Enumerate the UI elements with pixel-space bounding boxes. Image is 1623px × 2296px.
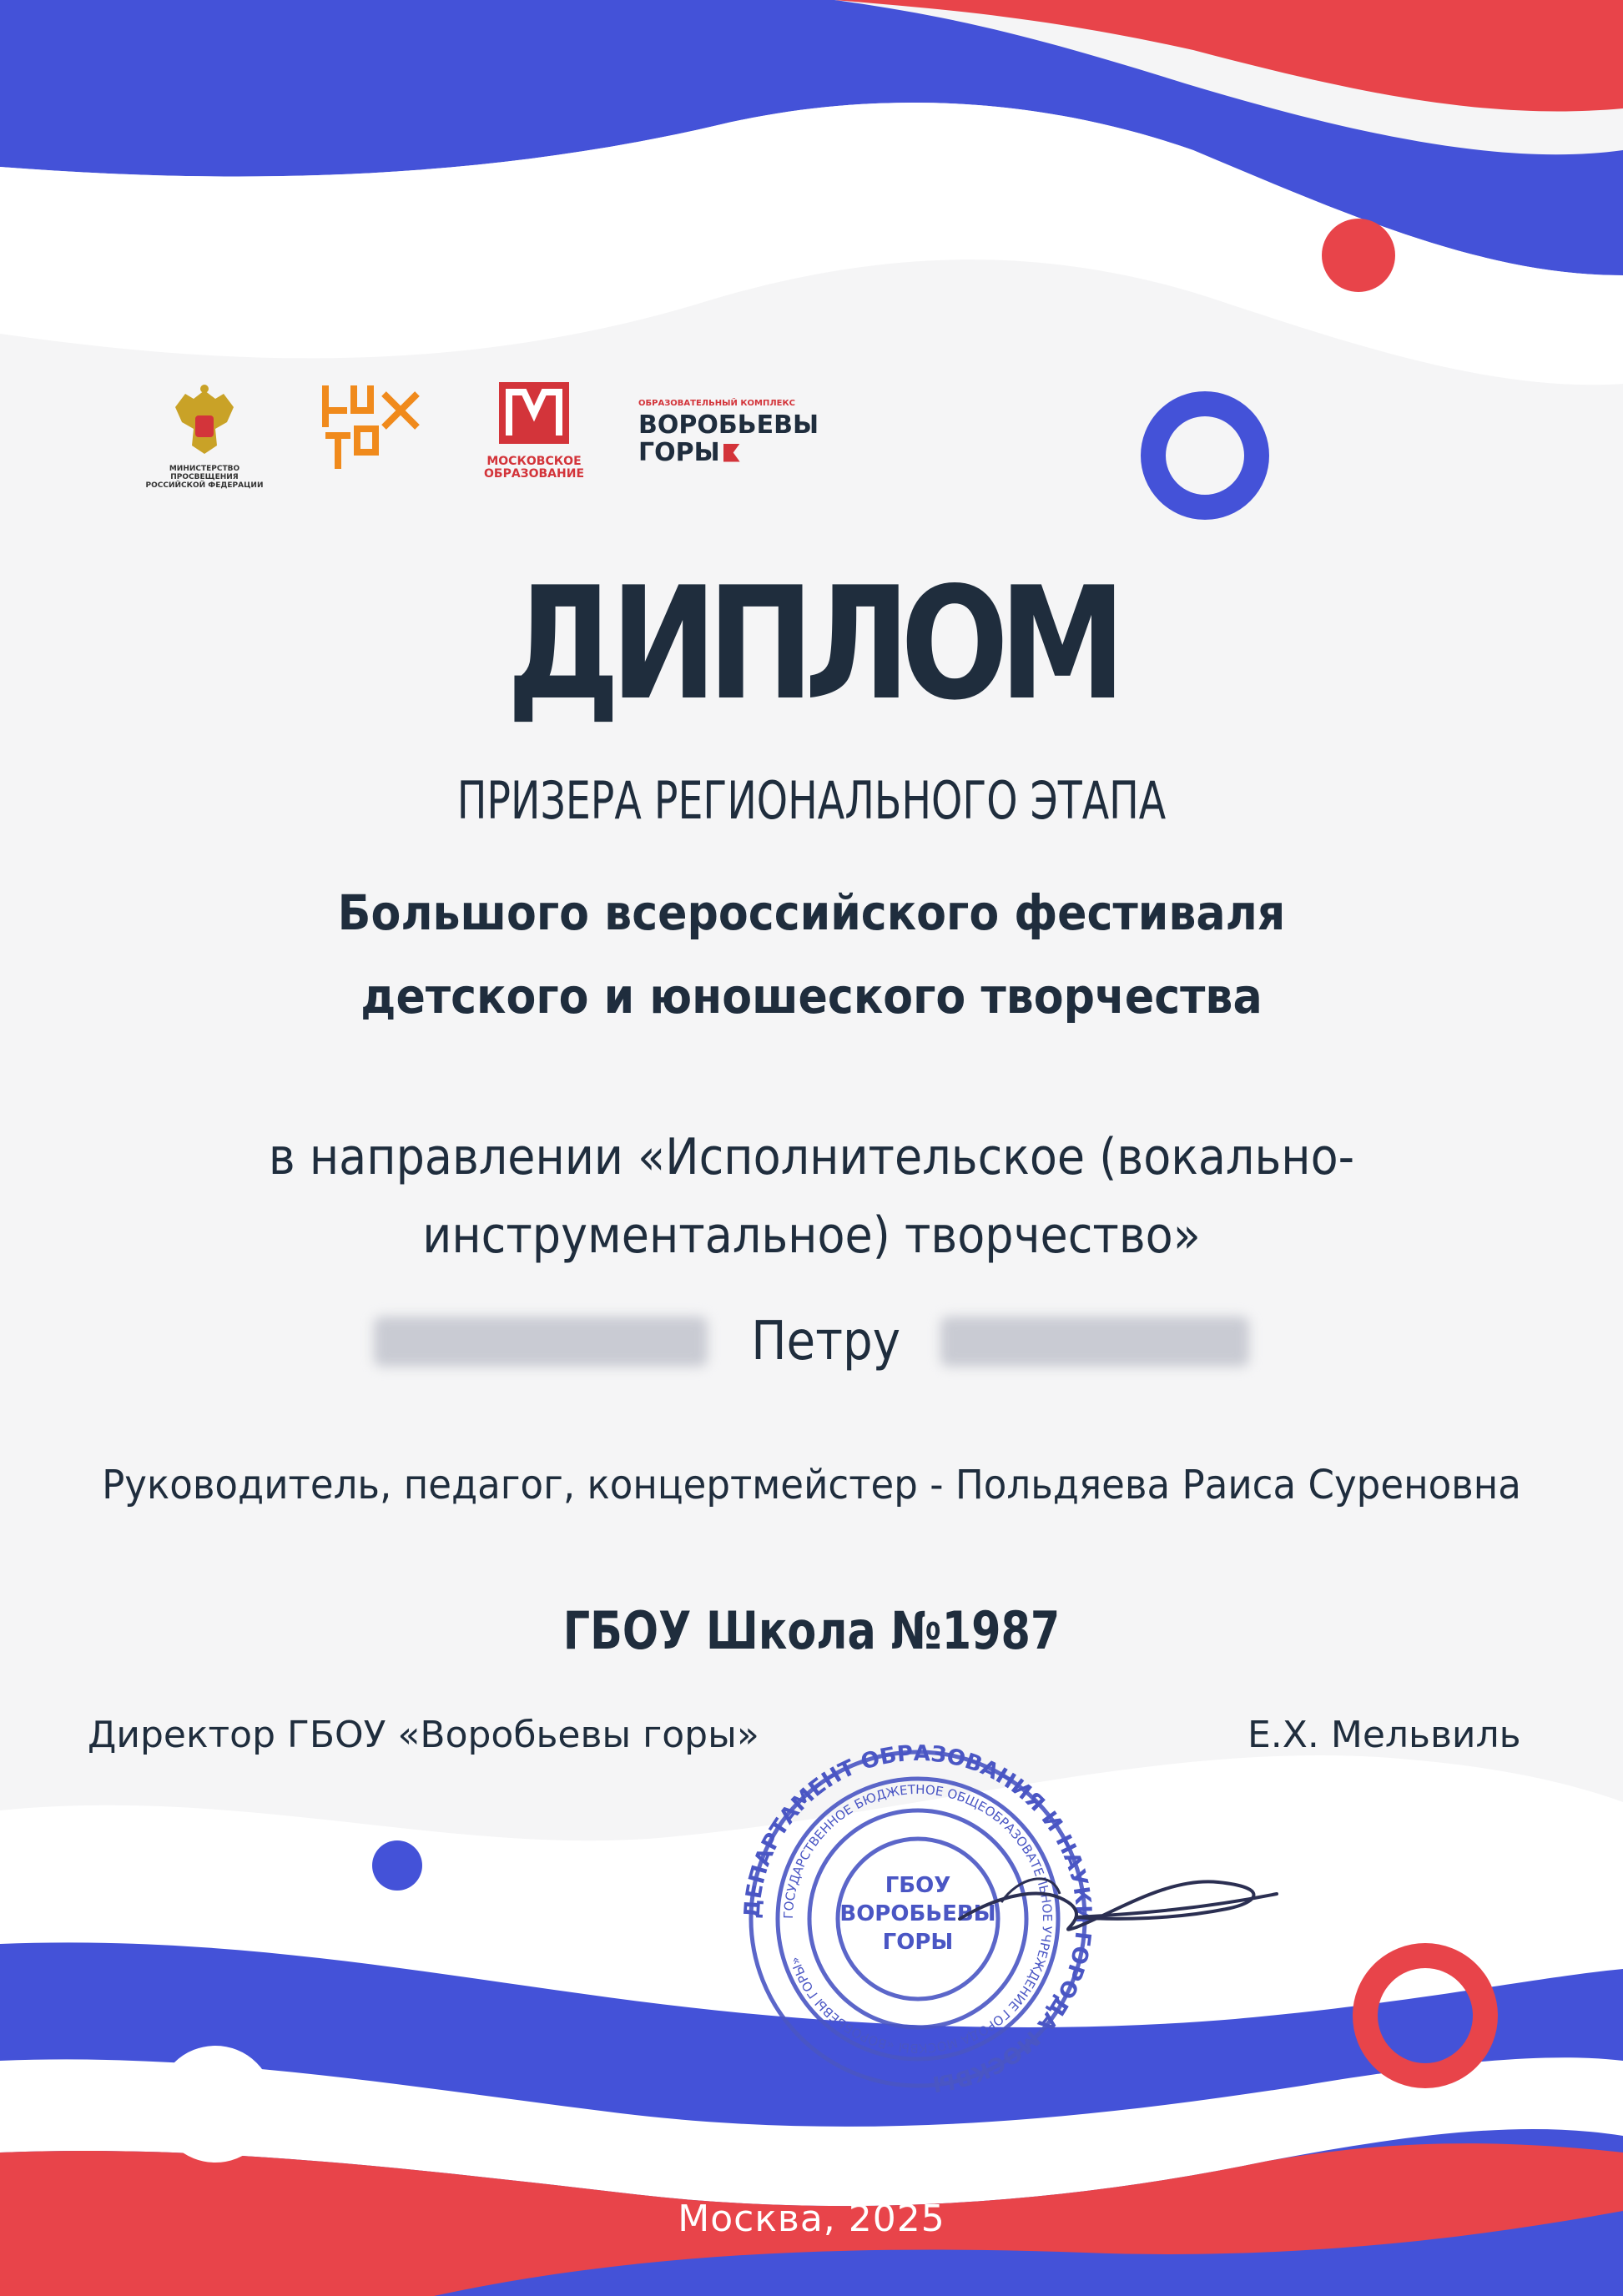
director-label: Директор ГБОУ «Воробьевы горы» — [88, 1714, 759, 1756]
complex-name-line1: ВОРОБЬЕВЫ — [638, 410, 819, 440]
signature — [951, 1844, 1285, 1969]
complex-name-line2: ГОРЫ — [638, 438, 720, 467]
stamp-center-3: ГОРЫ — [882, 1930, 954, 1955]
logo-center — [317, 377, 434, 486]
festival-name — [81, 871, 1542, 1038]
diploma-title: ДИПЛОМ — [507, 553, 1116, 734]
eagle-emblem-icon — [142, 382, 267, 457]
festival-line-1: Большого всероссийского фестиваля — [337, 884, 1286, 941]
leader-line: Руководитель, педагог, концертмейстер - Польдяева Раиса Суреновна — [102, 1462, 1521, 1508]
stamp-inner-ring: ГОСУДАРСТВЕННОЕ БЮДЖЕТНОЕ ОБЩЕОБРАЗОВАТЕЛЬНОЕ УЧРЕЖДЕНИЕ ГОРОДА МОСКВЫ «ВОРОБЬЕВЫ ГОРЫ» — [780, 1781, 1056, 2057]
logo-vorobyovy-gory — [638, 399, 830, 491]
redacted-patronymic — [940, 1317, 1249, 1367]
logo-ministry — [142, 382, 267, 491]
recipient-name — [0, 1302, 1623, 1377]
flag-mark-icon — [723, 444, 740, 462]
recipient-first-name: Петру — [751, 1311, 900, 1373]
center-logo-icon — [317, 377, 434, 486]
moscow-m-icon — [484, 377, 584, 452]
redacted-surname — [374, 1317, 708, 1367]
complex-small-label: ОБРАЗОВАТЕЛЬНЫЙ КОМПЛЕКС — [638, 399, 795, 408]
diploma-subtitle: ПРИЗЕРА РЕГИОНАЛЬНОГО ЭТАПА — [456, 770, 1167, 831]
city-year: Москва, 2025 — [678, 2198, 945, 2240]
logo-moscow-education — [484, 377, 584, 494]
direction — [81, 1118, 1542, 1275]
decor-dot-red — [1322, 219, 1395, 292]
school-name: ГБОУ Школа №1987 — [562, 1600, 1061, 1661]
direction-line-1: в направлении «Исполнительское (вокально- — [268, 1128, 1355, 1186]
ministry-label: МИНИСТЕРСТВО ПРОСВЕЩЕНИЯ РОССИЙСКОЙ ФЕДЕРАЦИИ — [145, 465, 264, 490]
stamp-ring-text: ДЕПАРТАМЕНТ ОБРАЗОВАНИЯ И НАУКИ ГОРОДА МОСКВЫ — [739, 1744, 1096, 2094]
director-name: Е.Х. Мельвиль — [1247, 1714, 1521, 1756]
direction-line-2: инструментальное) творчество» — [422, 1206, 1201, 1265]
stamp-center-2: ВОРОБЬЕВЫ — [839, 1901, 996, 1926]
festival-line-2: детского и юношеского творчества — [360, 968, 1263, 1025]
stamp-center-1: ГБОУ — [885, 1873, 951, 1898]
moscow-education-label: МОСКОВСКОЕ ОБРАЗОВАНИЕ — [484, 455, 585, 481]
